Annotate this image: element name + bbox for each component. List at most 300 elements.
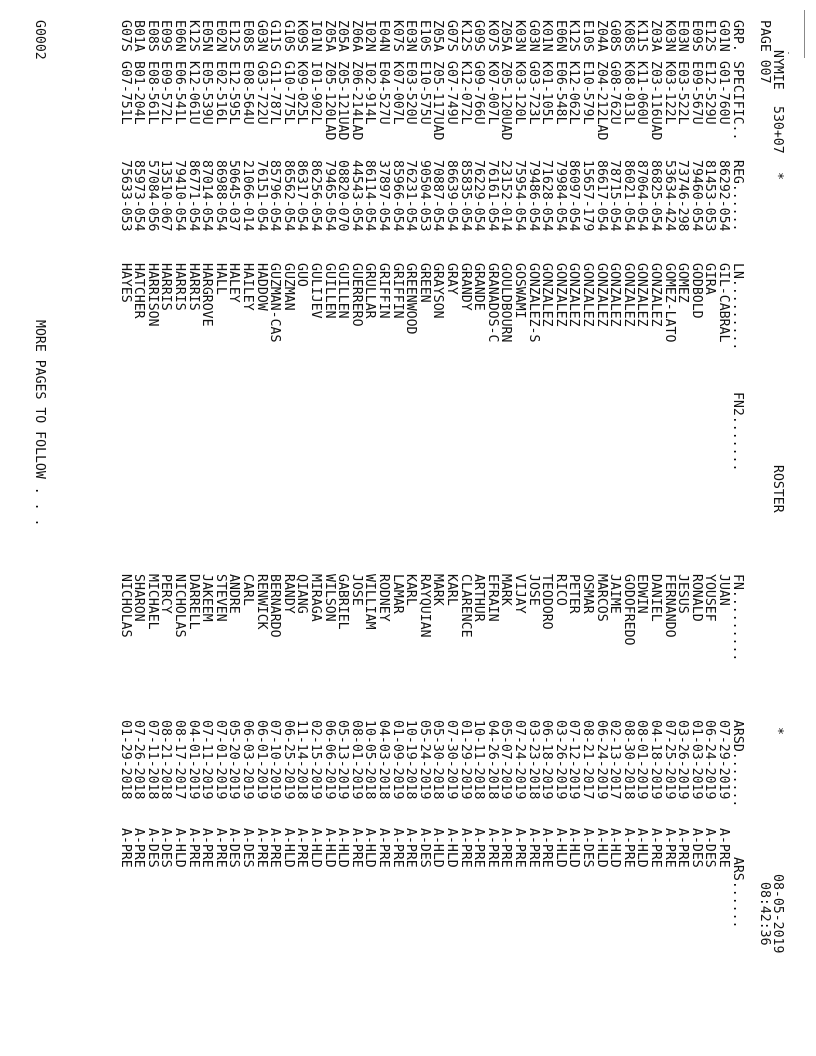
report-time: 08:42:36 bbox=[757, 882, 772, 946]
cell-specific: E03-520U bbox=[403, 61, 419, 125]
cell-ln: GRIFFIN bbox=[376, 263, 391, 319]
cell-reg: 86825-054 bbox=[648, 160, 663, 232]
cell-ars: A-PRE bbox=[457, 828, 473, 868]
cell-fn: RAYQUIAN bbox=[416, 574, 432, 638]
cell-grp: K03N bbox=[661, 20, 677, 52]
cell-fn: KARL bbox=[444, 574, 459, 606]
cell-specific: K03-122L bbox=[661, 61, 677, 125]
cell-ars: A-PRE bbox=[620, 828, 636, 868]
cell-specific: E09-567U bbox=[688, 61, 704, 125]
column-header-reg: REG...... bbox=[730, 160, 745, 232]
cell-arsd: 04-26-2018 bbox=[484, 720, 500, 800]
cell-specific: E08-564U bbox=[240, 61, 255, 125]
cell-ln: GONZALEZ bbox=[539, 263, 555, 327]
cell-ars: A-HLD bbox=[335, 828, 351, 868]
page-label: PAGE 007 bbox=[757, 20, 772, 84]
cell-arsd: 03-26-2019 bbox=[552, 720, 568, 800]
cell-ars: A-DES bbox=[688, 828, 704, 868]
cell-fn: JOSE bbox=[525, 574, 541, 606]
cell-specific: K01-105L bbox=[539, 61, 555, 125]
cell-specific: Z05-121UAD bbox=[335, 61, 351, 141]
cell-grp: E08S bbox=[240, 20, 255, 52]
cell-reg: 86021-054 bbox=[620, 160, 636, 232]
roster-report bbox=[4, 20, 784, 1030]
cell-specific: Z05-117UAD bbox=[430, 61, 446, 141]
cell-fn: LAMAR bbox=[389, 574, 405, 614]
cell-specific: G11-787L bbox=[267, 61, 283, 125]
cell-reg: 85973-054 bbox=[131, 160, 147, 232]
cell-ars: A-PRE bbox=[525, 828, 541, 868]
cell-arsd: 08-01-2019 bbox=[348, 720, 364, 800]
cell-grp: K01N bbox=[539, 20, 555, 52]
cell-fn: NICHOLAS bbox=[172, 574, 187, 638]
cell-reg: 15657-179 bbox=[580, 160, 595, 232]
cell-grp: G01N bbox=[716, 20, 731, 52]
cell-reg: 70887-054 bbox=[430, 160, 446, 232]
cell-fn: ANDRE bbox=[226, 574, 242, 614]
cell-reg: 86988-054 bbox=[212, 160, 228, 232]
cell-fn: VIJAY bbox=[512, 574, 527, 614]
cell-fn: STEVEN bbox=[212, 574, 228, 622]
cell-specific: I02-914L bbox=[362, 61, 378, 125]
cell-grp: G10S bbox=[280, 20, 296, 52]
cell-specific: E06-548L bbox=[552, 61, 568, 125]
cell-ln: GONZALEZ-S bbox=[525, 263, 541, 343]
column-header-ars: ARS...... bbox=[730, 857, 745, 929]
cell-specific: E12-529U bbox=[702, 61, 718, 125]
cell-ars: A-PRE bbox=[253, 828, 269, 868]
cell-fn: JOSE bbox=[348, 574, 364, 606]
cell-ars: A-HLD bbox=[552, 828, 568, 868]
cell-ln: GRIFFIN bbox=[389, 263, 405, 319]
cell-fn: MIRAGA bbox=[308, 574, 323, 622]
cell-fn: NICHOLAS bbox=[117, 574, 133, 638]
cell-ars: A-PRE bbox=[117, 828, 133, 868]
cell-reg: 23152-014 bbox=[498, 160, 514, 232]
cell-arsd: 08-21-2018 bbox=[158, 720, 174, 800]
cell-ars: A-PRE bbox=[199, 828, 215, 868]
cell-fn: EDWIN bbox=[634, 574, 650, 614]
cell-fn: GODOFREDO bbox=[620, 574, 636, 646]
cell-grp: K03N bbox=[512, 20, 527, 52]
cell-arsd: 06-25-2019 bbox=[280, 720, 296, 800]
cell-fn: EFRAIN bbox=[484, 574, 500, 622]
cell-ars: A-PRE bbox=[484, 828, 500, 868]
cell-reg: 13510-067 bbox=[158, 160, 174, 232]
cell-grp: E12S bbox=[226, 20, 242, 52]
cell-ars: A-DES bbox=[144, 828, 160, 868]
cell-reg: 44543-054 bbox=[348, 160, 364, 232]
cell-fn: JUAN bbox=[716, 574, 731, 606]
cell-grp: Z03A bbox=[648, 20, 663, 52]
cell-specific: G09-766U bbox=[471, 61, 487, 125]
report-title: ROSTER bbox=[770, 465, 785, 513]
cell-fn: YOUSEF bbox=[702, 574, 718, 622]
cell-reg: 86097-054 bbox=[566, 160, 582, 232]
cell-reg: 86771-054 bbox=[185, 160, 201, 232]
cell-ln: GRULLAR bbox=[362, 263, 378, 319]
column-header-fn2: FN2....... bbox=[730, 392, 745, 472]
cell-specific: E02-516L bbox=[212, 61, 228, 125]
cell-ln: GUZMAN-CAS bbox=[267, 263, 283, 343]
cell-ln: HAILEY bbox=[240, 263, 255, 311]
cell-grp: K08S bbox=[620, 20, 636, 52]
cell-arsd: 10-05-2018 bbox=[362, 720, 378, 800]
cell-arsd: 06-24-2019 bbox=[702, 720, 718, 800]
cell-arsd: 06-24-2019 bbox=[593, 720, 609, 800]
cell-arsd: 06-06-2019 bbox=[321, 720, 337, 800]
cell-grp: G09S bbox=[471, 20, 487, 52]
cell-grp: G07S bbox=[117, 20, 133, 52]
cell-reg: 86562-054 bbox=[280, 160, 296, 232]
cell-specific: K08-013L bbox=[620, 61, 636, 125]
cell-specific: K03-120L bbox=[512, 61, 527, 125]
cell-specific: E06-541L bbox=[172, 61, 187, 125]
cell-ln: GUO bbox=[294, 263, 310, 287]
cell-grp: K11S bbox=[634, 20, 650, 52]
cell-ln: HARRIS bbox=[172, 263, 187, 311]
cell-fn: WILSON bbox=[321, 574, 337, 622]
cell-ln: GREEN bbox=[416, 263, 432, 303]
column-header-fn: FN......... bbox=[730, 574, 745, 662]
cell-fn: MARK bbox=[430, 574, 446, 606]
cell-reg: 86317-054 bbox=[294, 160, 310, 232]
cell-grp: K12S bbox=[457, 20, 473, 52]
cell-specific: G03-722U bbox=[253, 61, 269, 125]
cell-fn: TEODORO bbox=[539, 574, 555, 630]
cell-fn: RANDY bbox=[280, 574, 296, 614]
cell-specific: I01-902L bbox=[308, 61, 323, 125]
cell-arsd: 07-11-2019 bbox=[199, 720, 215, 800]
cell-arsd: 08-17-2017 bbox=[172, 720, 187, 800]
cell-reg: 50645-037 bbox=[226, 160, 242, 232]
cell-arsd: 08-30-2018 bbox=[620, 720, 636, 800]
cell-arsd: 07-01-2019 bbox=[212, 720, 228, 800]
cell-specific: E04-527U bbox=[376, 61, 391, 125]
cell-ln: GONZALEZ bbox=[593, 263, 609, 327]
cell-arsd: 01-29-2019 bbox=[457, 720, 473, 800]
cell-grp: E10S bbox=[416, 20, 432, 52]
cell-specific: K07-007L bbox=[484, 61, 500, 125]
cell-grp: I01N bbox=[308, 20, 323, 52]
cell-ln: GIRA bbox=[702, 263, 718, 295]
header-star-left: * bbox=[770, 172, 785, 180]
cell-fn: BERNARDO bbox=[267, 574, 283, 638]
cell-grp: K09S bbox=[294, 20, 310, 52]
cell-ars: A-HLD bbox=[607, 828, 623, 868]
cell-ars: A-DES bbox=[226, 828, 242, 868]
header-star-right: * bbox=[770, 727, 785, 735]
cell-ln: GODBOLD bbox=[688, 263, 704, 319]
cell-ars: A-HLD bbox=[444, 828, 459, 868]
cell-arsd: 04-18-2019 bbox=[648, 720, 663, 800]
cell-grp: E06N bbox=[552, 20, 568, 52]
cell-ln: GONZALEZ bbox=[607, 263, 623, 327]
cell-fn: PETER bbox=[566, 574, 582, 614]
cell-specific: G08-762U bbox=[607, 61, 623, 125]
cell-grp: E08S bbox=[144, 20, 160, 52]
cell-ln: HARRIS bbox=[158, 263, 174, 311]
report-date: 08-05-2019 bbox=[770, 874, 785, 954]
cell-arsd: 07-29-2019 bbox=[716, 720, 731, 800]
cell-ln: GULIJEV bbox=[308, 263, 323, 319]
report-code: 530+07 bbox=[770, 106, 785, 154]
cell-specific: K12-072L bbox=[457, 61, 473, 125]
cell-grp: E04N bbox=[376, 20, 391, 52]
cell-ars: A-HLD bbox=[634, 828, 650, 868]
cell-ln: GUILLEN bbox=[321, 263, 337, 319]
cell-reg: 76231-054 bbox=[403, 160, 419, 232]
cell-grp: Z05A bbox=[498, 20, 514, 52]
cell-ln: HATCHER bbox=[131, 263, 147, 319]
cell-ars: A-HLD bbox=[172, 828, 187, 868]
cell-fn: RODNEY bbox=[376, 574, 391, 622]
cell-specific: G07-751L bbox=[117, 61, 133, 125]
cell-ars: A-PRE bbox=[498, 828, 514, 868]
cell-reg: 53634-424 bbox=[661, 160, 677, 232]
cell-arsd: 03-23-2018 bbox=[525, 720, 541, 800]
cell-grp: G11S bbox=[267, 20, 283, 52]
cell-specific: E09-572L bbox=[158, 61, 174, 125]
cell-fn: WILLIAM bbox=[362, 574, 378, 630]
cell-fn: QIANG bbox=[294, 574, 310, 614]
cell-specific: K12-062L bbox=[566, 61, 582, 125]
cell-grp: Z06A bbox=[348, 20, 364, 52]
cell-specific: Z05-120LAD bbox=[321, 61, 337, 141]
cell-reg: 85835-054 bbox=[457, 160, 473, 232]
cell-fn: DANIEL bbox=[648, 574, 663, 622]
cell-arsd: 05-13-2019 bbox=[335, 720, 351, 800]
cell-fn: PERCY bbox=[158, 574, 174, 614]
cell-specific: B01-204L bbox=[131, 61, 147, 125]
cell-fn: OSMAR bbox=[580, 574, 595, 614]
cell-fn: CARL bbox=[240, 574, 255, 606]
cell-arsd: 07-24-2019 bbox=[512, 720, 527, 800]
cell-reg: 86617-054 bbox=[593, 160, 609, 232]
cell-reg: 85966-054 bbox=[389, 160, 405, 232]
cell-ars: A-HLD bbox=[280, 828, 296, 868]
cell-reg: 75954-054 bbox=[512, 160, 527, 232]
cell-arsd: 01-03-2019 bbox=[688, 720, 704, 800]
cell-ars: A-PRE bbox=[131, 828, 147, 868]
cell-ars: A-PRE bbox=[267, 828, 283, 868]
cell-fn: JAIME bbox=[607, 574, 623, 614]
cell-ars: A-DES bbox=[702, 828, 718, 868]
cell-grp: E10S bbox=[580, 20, 595, 52]
cell-fn: SHARON bbox=[131, 574, 147, 622]
cell-ars: A-DES bbox=[240, 828, 255, 868]
cell-ars: A-PRE bbox=[512, 828, 527, 868]
column-header-ln: LN......... bbox=[730, 263, 745, 351]
cell-ln: HALEY bbox=[226, 263, 242, 303]
cell-fn: CLARENCE bbox=[457, 574, 473, 638]
cell-ln: GOSWAMI bbox=[512, 263, 527, 319]
cell-specific: E10-575U bbox=[416, 61, 432, 125]
cell-ln: GONZALEZ bbox=[566, 263, 582, 327]
cell-arsd: 05-07-2019 bbox=[498, 720, 514, 800]
cell-reg: 57084-056 bbox=[144, 160, 160, 232]
cell-fn: MARK bbox=[498, 574, 514, 606]
cell-arsd: 02-15-2019 bbox=[308, 720, 323, 800]
cell-specific: E03-522L bbox=[675, 61, 691, 125]
cell-arsd: 07-10-2019 bbox=[267, 720, 283, 800]
cell-reg: 86292-054 bbox=[716, 160, 731, 232]
cell-ars: A-PRE bbox=[661, 828, 677, 868]
cell-arsd: 10-11-2018 bbox=[471, 720, 487, 800]
cell-arsd: 05-24-2019 bbox=[416, 720, 432, 800]
cell-reg: 81453-053 bbox=[702, 160, 718, 232]
cell-ln: GRANDE bbox=[471, 263, 487, 311]
cell-ars: A-HLD bbox=[362, 828, 378, 868]
cell-ln: GREENWOOD bbox=[403, 263, 419, 335]
cell-ars: A-PRE bbox=[185, 828, 201, 868]
cell-ln: GONZALEZ bbox=[648, 263, 663, 327]
cell-fn: JAKEEM bbox=[199, 574, 215, 622]
cell-specific: Z05-120UAD bbox=[498, 61, 514, 141]
cell-ln: HARGROVE bbox=[199, 263, 215, 327]
cell-specific: E08-561L bbox=[144, 61, 160, 125]
cell-ars: A-HLD bbox=[308, 828, 323, 868]
cell-arsd: 07-25-2019 bbox=[661, 720, 677, 800]
footer-message: MORE PAGES TO FOLLOW . . . bbox=[32, 320, 47, 527]
cell-grp: G07S bbox=[444, 20, 459, 52]
cell-ln: HADDOW bbox=[253, 263, 269, 311]
cell-ln: GRANDY bbox=[457, 263, 473, 311]
cell-ars: A-PRE bbox=[294, 828, 310, 868]
system-name: NYMIE bbox=[770, 50, 785, 90]
cell-fn: FERNANDO bbox=[661, 574, 677, 638]
cell-grp: Z05A bbox=[321, 20, 337, 52]
cell-grp: E09S bbox=[158, 20, 174, 52]
cell-ln: GRAYSON bbox=[430, 263, 446, 319]
cell-ars: A-HLD bbox=[593, 828, 609, 868]
cell-grp: K12S bbox=[185, 20, 201, 52]
cell-arsd: 08-21-2017 bbox=[580, 720, 595, 800]
cell-ln: GUZMAN bbox=[280, 263, 296, 311]
scan-speck bbox=[804, 10, 805, 58]
cell-ars: A-HLD bbox=[566, 828, 582, 868]
cell-arsd: 06-03-2019 bbox=[240, 720, 255, 800]
cell-fn: KARL bbox=[403, 574, 419, 606]
cell-reg: 79486-054 bbox=[525, 160, 541, 232]
footer-code: G0002 bbox=[32, 20, 47, 60]
cell-arsd: 04-01-2019 bbox=[185, 720, 201, 800]
cell-fn: RICO bbox=[552, 574, 568, 606]
cell-grp: E06N bbox=[172, 20, 187, 52]
cell-ln: GOMEZ-LATO bbox=[661, 263, 677, 343]
cell-ln: GIL-CABRAL bbox=[716, 263, 731, 343]
cell-specific: G01-760U bbox=[716, 61, 731, 125]
cell-specific: G10-775L bbox=[280, 61, 296, 125]
cell-reg: 79410-054 bbox=[172, 160, 187, 232]
cell-specific: K11-060U bbox=[634, 61, 650, 125]
cell-grp: K07S bbox=[389, 20, 405, 52]
cell-grp: E09S bbox=[688, 20, 704, 52]
cell-specific: E10-579L bbox=[580, 61, 595, 125]
cell-grp: G08S bbox=[607, 20, 623, 52]
cell-ars: A-PRE bbox=[675, 828, 691, 868]
cell-arsd: 06-01-2019 bbox=[253, 720, 269, 800]
cell-grp: E05N bbox=[199, 20, 215, 52]
cell-ln: GONZALEZ bbox=[620, 263, 636, 327]
cell-fn: RENWICK bbox=[253, 574, 269, 630]
column-header-arsd: ARSD....... bbox=[730, 720, 745, 808]
cell-ln: GOMEZ bbox=[675, 263, 691, 303]
cell-arsd: 11-14-2018 bbox=[294, 720, 310, 800]
cell-fn: DARRELL bbox=[185, 574, 201, 630]
cell-reg: 08820-070 bbox=[335, 160, 351, 232]
cell-ln: GUERRERO bbox=[348, 263, 364, 327]
cell-ars: A-DES bbox=[158, 828, 174, 868]
cell-ars: A-PRE bbox=[648, 828, 663, 868]
column-header-specific: SPECIFIC.. bbox=[730, 61, 745, 141]
cell-reg: 73746-298 bbox=[675, 160, 691, 232]
cell-specific: G07-749U bbox=[444, 61, 459, 125]
cell-reg: 71628-054 bbox=[539, 160, 555, 232]
cell-fn: RONALD bbox=[688, 574, 704, 622]
cell-arsd: 10-19-2018 bbox=[403, 720, 419, 800]
cell-grp: B01A bbox=[131, 20, 147, 52]
cell-ars: A-PRE bbox=[376, 828, 391, 868]
cell-reg: 79984-054 bbox=[552, 160, 568, 232]
cell-fn: MARCOS bbox=[593, 574, 609, 622]
cell-ars: A-DES bbox=[580, 828, 595, 868]
cell-ars: A-DES bbox=[416, 828, 432, 868]
cell-grp: Z04A bbox=[593, 20, 609, 52]
cell-specific: Z03-116UAD bbox=[648, 61, 663, 141]
cell-arsd: 01-09-2019 bbox=[389, 720, 405, 800]
cell-specific: K07-007L bbox=[389, 61, 405, 125]
cell-reg: 76151-054 bbox=[253, 160, 269, 232]
cell-reg: 76161-054 bbox=[484, 160, 500, 232]
cell-reg: 86639-054 bbox=[444, 160, 459, 232]
cell-ars: A-HLD bbox=[430, 828, 446, 868]
cell-arsd: 07-11-2018 bbox=[144, 720, 160, 800]
cell-arsd: 07-30-2019 bbox=[444, 720, 459, 800]
cell-reg: 86256-054 bbox=[308, 160, 323, 232]
cell-specific: E12-595L bbox=[226, 61, 242, 125]
cell-reg: 79460-054 bbox=[688, 160, 704, 232]
cell-specific: K12-061U bbox=[185, 61, 201, 125]
cell-reg: 37897-054 bbox=[376, 160, 391, 232]
cell-ars: A-PRE bbox=[389, 828, 405, 868]
cell-arsd: 07-12-2019 bbox=[566, 720, 582, 800]
cell-reg: 90504-053 bbox=[416, 160, 432, 232]
cell-ln: GRANADOS-C bbox=[484, 263, 500, 343]
cell-specific: K09-025L bbox=[294, 61, 310, 125]
cell-arsd: 07-26-2018 bbox=[131, 720, 147, 800]
cell-arsd: 04-03-2018 bbox=[376, 720, 391, 800]
cell-grp: G03N bbox=[253, 20, 269, 52]
cell-ars: A-PRE bbox=[539, 828, 555, 868]
cell-ars: A-PRE bbox=[716, 828, 731, 868]
cell-ars: A-PRE bbox=[403, 828, 419, 868]
cell-ln: GUILLEN bbox=[335, 263, 351, 319]
cell-grp: K12S bbox=[566, 20, 582, 52]
cell-grp: G03N bbox=[525, 20, 541, 52]
cell-ars: A-PRE bbox=[471, 828, 487, 868]
cell-fn: JESUS bbox=[675, 574, 691, 614]
column-header-grp: GRP. bbox=[730, 20, 745, 52]
cell-specific: Z04-212LAD bbox=[593, 61, 609, 141]
cell-ln: GONZALEZ bbox=[634, 263, 650, 327]
cell-grp: E12S bbox=[702, 20, 718, 52]
cell-specific: G03-723L bbox=[525, 61, 541, 125]
cell-grp: K07S bbox=[484, 20, 500, 52]
cell-arsd: 08-01-2019 bbox=[634, 720, 650, 800]
cell-reg: 85796-054 bbox=[267, 160, 283, 232]
cell-fn: ARTHUR bbox=[471, 574, 487, 622]
